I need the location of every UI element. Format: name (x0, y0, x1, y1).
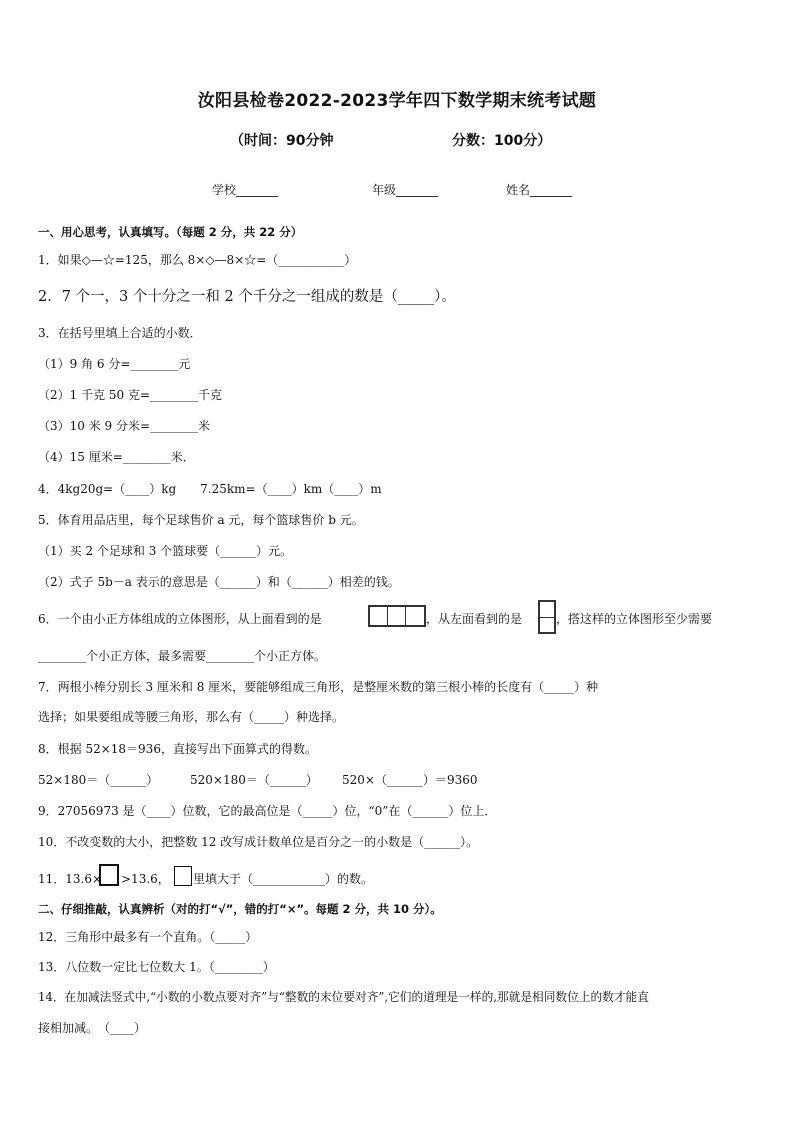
question-6-text-1: 6．一个由小正方体组成的立体图形，从上面看到的是 (38, 612, 322, 626)
question-9: 9．27056973 是（____）位数，它的最高位是（_____）位，“0”在（______）位上． (38, 804, 497, 818)
question-8-part-3: 520×（______）＝9360 (342, 773, 478, 787)
exam-score: 分数：100分） (452, 133, 552, 149)
top-view-cell (387, 606, 406, 626)
question-7-line-1: 7．两根小棒分别长 3 厘米和 8 厘米，要能够组成三角形，是整厘米数的第三根小棒的长度有（_____）种 (38, 680, 599, 694)
question-12: 12．三角形中最多有一个直角。（_____） (38, 930, 258, 944)
question-13: 13．八位数一定比七位数大 1。（________） (38, 960, 275, 974)
top-view-cell (405, 606, 425, 626)
question-3-part-3: （3）10 米 9 分米=________米 (38, 419, 211, 433)
top-view-figure (368, 605, 426, 627)
question-6-text-2: ，从左面看到的是 (426, 612, 523, 626)
question-5: 5．体育用品店里，每个足球售价 a 元，每个篮球售价 b 元。 (38, 513, 364, 527)
question-5-part-1: （1）买 2 个足球和 3 个篮球要（______）元。 (38, 544, 293, 558)
question-8-part-1: 52×180＝（______） (38, 773, 159, 787)
question-14-line-1: 14．在加减法竖式中,“小数的小数点要对齐”与“整数的末位要对齐”,它们的道理是一样的,那就是相同数位上的数才能直 (38, 990, 649, 1004)
question-11-text-3: 里填大于（____________）的数。 (193, 872, 374, 886)
question-6-text-3: ，搭这样的立体图形至少需要 (556, 612, 713, 626)
question-3-part-2: （2）1 千克 50 克=________千克 (38, 388, 223, 402)
grade-field: 年级_______ (372, 183, 439, 197)
question-2: 2．7 个一，3 个十分之一和 2 个千分之一组成的数是（_____）。 (38, 289, 456, 305)
question-10: 10．不改变数的大小，把整数 12 改写成计数单位是百分之一的小数是（______）。 (38, 835, 479, 849)
question-6-line-2: ________个小正方体，最多需要________个小正方体。 (38, 649, 327, 663)
school-field: 学校_______ (212, 183, 279, 197)
top-view-cell (369, 606, 388, 626)
question-14-line-2: 接相加减。 （____） (38, 1021, 147, 1035)
question-3: 3．在括号里填上合适的小数． (38, 326, 202, 340)
question-3-part-1: （1）9 角 6 分=________元 (38, 357, 191, 371)
question-7-line-2: 选择；如果要组成等腰三角形，那么有（_____）种选择。 (38, 710, 345, 724)
left-view-cell (539, 601, 555, 618)
section-2-heading: 二、仔细推敲，认真辨析（对的打“√”，错的打“×”。每题 2 分，共 10 分）。 (38, 902, 442, 916)
left-view-figure (538, 600, 556, 634)
question-5-part-2: （2）式子 5b－a 表示的意思是（______）和（______）相差的钱。 (38, 575, 400, 589)
question-11-text-2: >13.6， (121, 872, 170, 886)
question-4: 4．4kg20g=（____）kg 7.25km=（____）km（____）m (38, 482, 382, 496)
question-8: 8．根据 52×18＝936，直接写出下面算式的得数。 (38, 742, 317, 756)
question-3-part-4: （4）15 厘米=________米． (38, 450, 195, 464)
question-11-text-1: 11．13.6× (38, 872, 103, 886)
exam-time: （时间：90分钟 (230, 133, 334, 149)
left-view-cell (539, 617, 555, 633)
name-field: 姓名_______ (506, 183, 573, 197)
question-8-part-2: 520×180＝（______） (190, 773, 318, 787)
answer-box-square (174, 866, 192, 886)
section-1-heading: 一、用心思考，认真填写。（每题 2 分，共 22 分） (38, 225, 303, 239)
answer-box-square (99, 864, 119, 886)
page-title: 汝阳县检卷2022-2023学年四下数学期末统考试题 (197, 91, 597, 111)
question-1: 1．如果◇—☆=125，那么 8×◇—8×☆=（___________） (38, 253, 357, 267)
